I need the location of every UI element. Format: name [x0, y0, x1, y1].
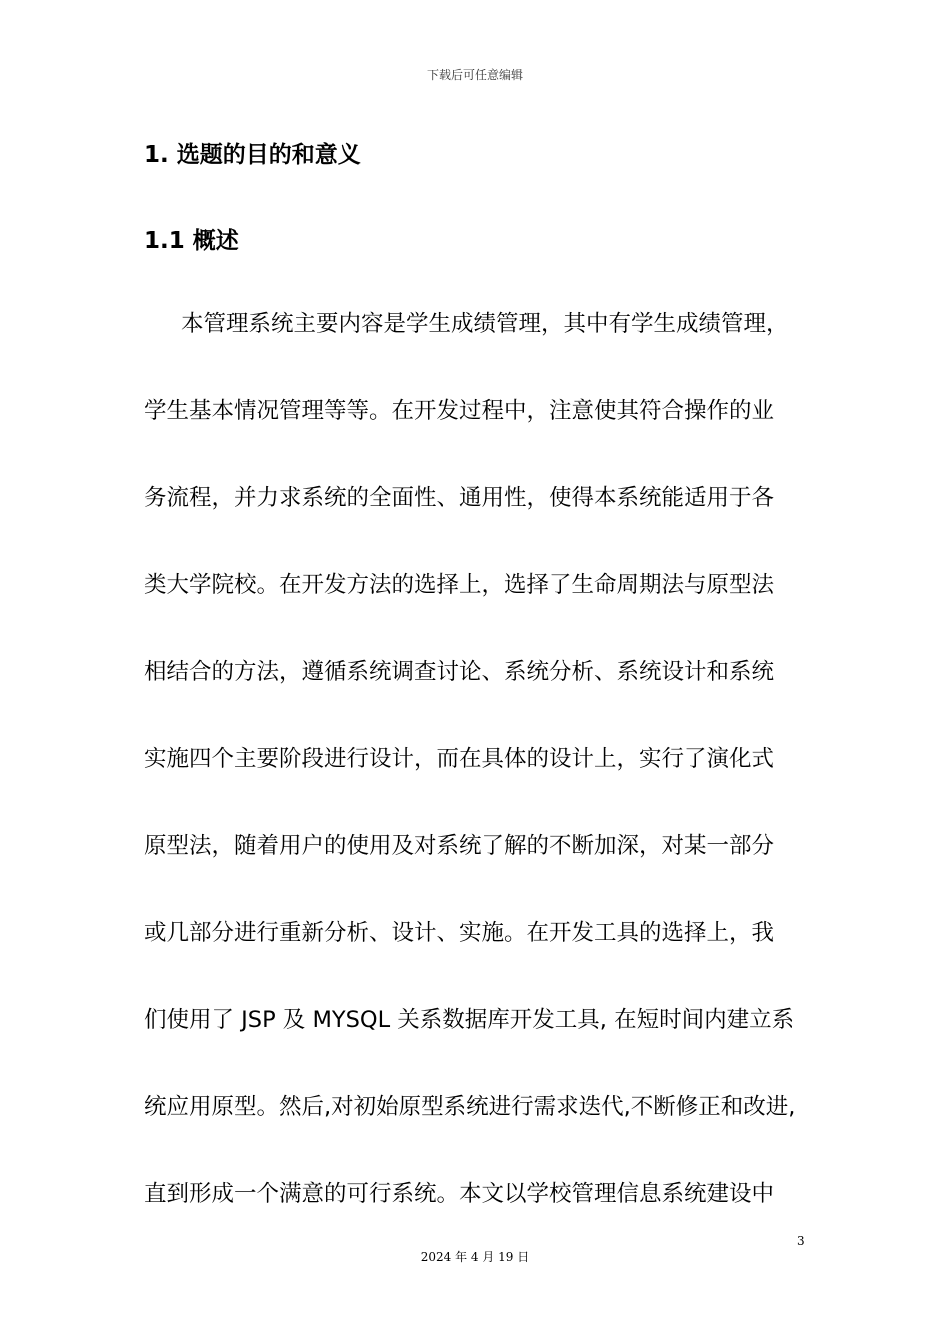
page-number: 3 — [797, 1234, 805, 1248]
section-heading: 1. 选题的目的和意义 — [144, 142, 361, 168]
paragraph-line: 们使用了 JSP 及 MYSQL 关系数据库开发工具, 在短时间内建立系 — [144, 1007, 795, 1033]
page-footer-date: 2024 年 4 月 19 日 — [420, 1250, 530, 1264]
paragraph-line: 或几部分进行重新分析、设计、实施。在开发工具的选择上，我 — [144, 920, 775, 946]
paragraph-line: 本管理系统主要内容是学生成绩管理，其中有学生成绩管理， — [181, 311, 789, 337]
paragraph-line: 务流程，并力求系统的全面性、通用性，使得本系统能适用于各 — [144, 485, 775, 511]
paragraph-line: 类大学院校。在开发方法的选择上，选择了生命周期法与原型法 — [144, 572, 775, 598]
paragraph-line: 直到形成一个满意的可行系统。本文以学校管理信息系统建设中 — [144, 1181, 775, 1207]
paragraph-line: 相结合的方法，遵循系统调查讨论、系统分析、系统设计和系统 — [144, 659, 775, 685]
paragraph-line: 统应用原型。然后,对初始原型系统进行需求迭代,不断修正和改进, — [144, 1094, 796, 1120]
paragraph-line: 原型法，随着用户的使用及对系统了解的不断加深，对某一部分 — [144, 833, 775, 859]
body-paragraph — [144, 305, 814, 1262]
paragraph-line: 学生基本情况管理等等。在开发过程中，注意使其符合操作的业 — [144, 398, 775, 424]
subsection-heading: 1.1 概述 — [144, 228, 239, 254]
page-header: 下载后可任意编辑 — [426, 68, 523, 82]
paragraph-line: 实施四个主要阶段进行设计，而在具体的设计上，实行了演化式 — [144, 746, 775, 772]
